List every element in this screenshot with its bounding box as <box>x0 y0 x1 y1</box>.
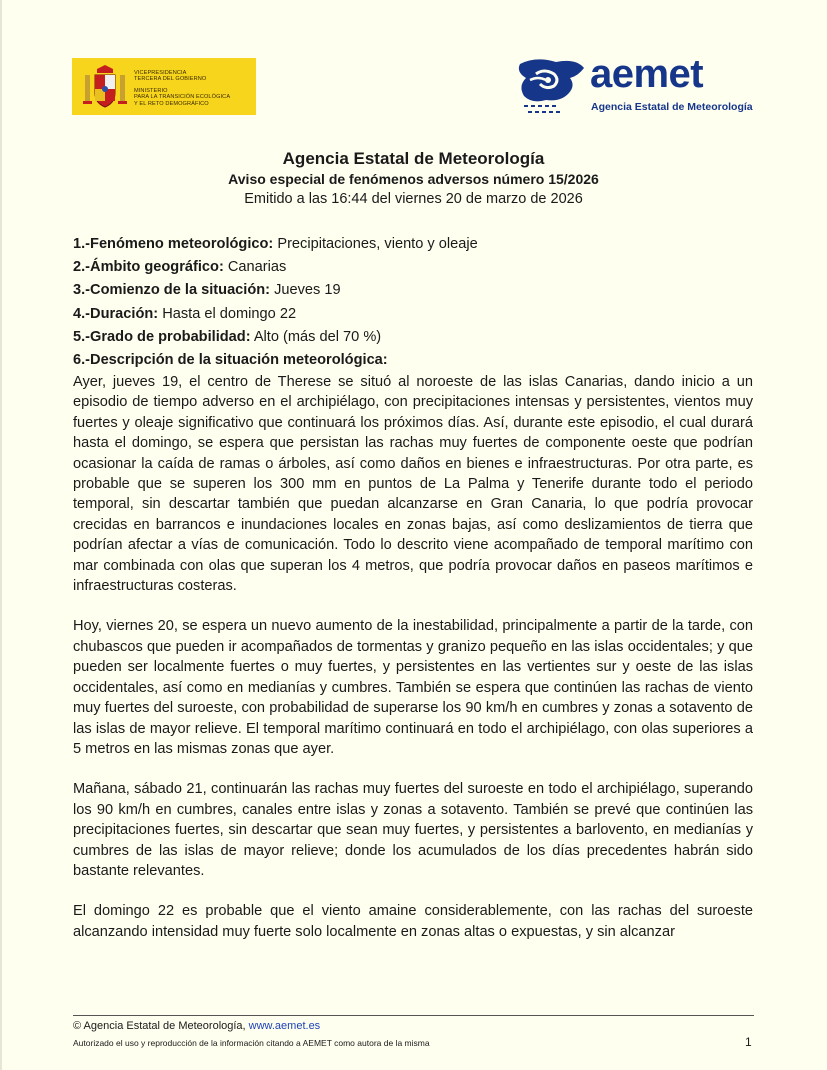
gov-line: MINISTERIO <box>134 87 168 94</box>
gov-line: TERCERA DEL GOBIERNO <box>134 76 207 83</box>
page-number: 1 <box>745 1035 752 1049</box>
field-value: Jueves 19 <box>270 282 341 299</box>
coat-of-arms-icon <box>81 63 129 111</box>
field-value: Alto (más del 70 %) <box>250 328 382 345</box>
aemet-emblem-icon <box>516 56 588 120</box>
field-label: 6.-Descripción de la situación meteorológica: <box>73 352 388 369</box>
field-probability <box>73 326 753 349</box>
government-logo <box>72 58 256 115</box>
field-value: Canarias <box>223 259 287 276</box>
footer-authorization: Autorizado el uso y reproducción de la información citando a AEMET como autora de la misma <box>73 1038 430 1048</box>
aemet-logo <box>516 52 756 120</box>
document-title: Agencia Estatal de Meteorología <box>282 149 545 168</box>
document-subtitle: Aviso especial de fenómenos adversos número 15/2026 <box>228 171 599 187</box>
field-value: Hasta el domingo 22 <box>158 305 297 322</box>
field-area <box>73 256 753 279</box>
field-duration <box>73 303 753 326</box>
aemet-subtitle: Agencia Estatal de Meteorología <box>591 101 753 113</box>
field-phenomenon <box>73 233 753 256</box>
paragraph: Hoy, viernes 20, se espera un nuevo aumento de la inestabilidad, principalmente a partir de la tarde, con chubascos que pueden ir acompañados de tormentas y granizo pequeño en las islas occidentales; y que pueden ser localmente fuertes o muy fuertes, y persistentes en las vertientes sur y oeste de las islas occidentales, así como en medianías y cumbres. También se espera que continúen las rachas de viento muy fuertes del suroeste, con probabilidad de superarse los 90 km/h en cumbres y zonas a sotavento de las islas de mayor relieve. El temporal marítimo continuará en todo el archipiélago, con olas superiores a 5 metros en las mismas zonas que ayer. <box>73 618 753 757</box>
field-label: 1.-Fenómeno meteorológico: <box>73 236 274 252</box>
aemet-website-link[interactable]: www.aemet.es <box>248 1020 321 1032</box>
issued-date: Emitido a las 16:44 del viernes 20 de marzo de 2026 <box>244 191 583 207</box>
footer-divider <box>73 1015 754 1016</box>
field-label: 3.-Comienzo de la situación: <box>73 282 271 299</box>
gov-line: VICEPRESIDENCIA <box>134 70 187 76</box>
copyright-text: © Agencia Estatal de Meteorología, <box>73 1020 249 1032</box>
paragraph: El domingo 22 es probable que el viento amaine considerablemente, con las rachas del suroeste alcanzando intensidad muy fuerte solo localmente en zonas altas o expuestas, y sin alcanzar <box>73 903 753 940</box>
description-body <box>73 372 753 962</box>
warning-fields <box>73 233 753 372</box>
gov-line: Y EL RETO DEMOGRÁFICO <box>134 100 209 107</box>
field-label: 2.-Ámbito geográfico: <box>73 259 224 276</box>
paragraph: Mañana, sábado 21, continuarán las rachas muy fuertes del suroeste en todo el archipiélago, superando los 90 km/h en cumbres, canales entre islas y zonas a sotavento. También se prevé que continúen las precipitaciones fuertes, sin descartar que sean muy fuertes, y persistentes a barlovento, en medianías y cumbres de las islas de mayor relieve; donde los acumulados de los días precedentes habrán sido bastante relevantes. <box>73 781 753 879</box>
field-value: Precipitaciones, viento y oleaje <box>273 236 478 252</box>
document-header <box>0 148 827 210</box>
aemet-wordmark: aemet <box>590 52 704 96</box>
government-logo-text <box>134 70 230 107</box>
field-label: 4.-Duración: <box>73 305 159 322</box>
gov-line: PARA LA TRANSICIÓN ECOLÓGICA <box>134 94 231 101</box>
field-label: 5.-Grado de probabilidad: <box>73 328 251 345</box>
footer-copyright <box>73 1020 320 1032</box>
field-description <box>73 349 753 372</box>
paragraph: Ayer, jueves 19, el centro de Therese se situó al noroeste de las islas Canarias, dando inicio a un episodio de tiempo adverso en el archipiélago, con precipitaciones intensas y persistentes, vientos muy fuertes y oleaje significativo que continuará los próximos días. Así, durante este episodio, el cual durará hasta el domingo, se espera que persistan las rachas muy fuertes de componente oeste que podrían ocasionar la caída de ramas o árboles, así como daños en bienes e infraestructuras. Por otra parte, es probable que se superen los 300 mm en puntos de La Palma y Tenerife durante todo el periodo temporal, sin descartar también que puedan alcanzarse en Gran Canaria, lo que podría provocar crecidas en barrancos e inundaciones locales en zonas bajas, así como deslizamientos de tierra que podrían afectar a vías de comunicación. Todo lo descrito viene acompañado de temporal marítimo con mar combinada con olas que superan los 4 metros, que podría provocar daños en paseos marítimos e infraestructuras costeras. <box>73 374 753 595</box>
field-start <box>73 279 753 302</box>
